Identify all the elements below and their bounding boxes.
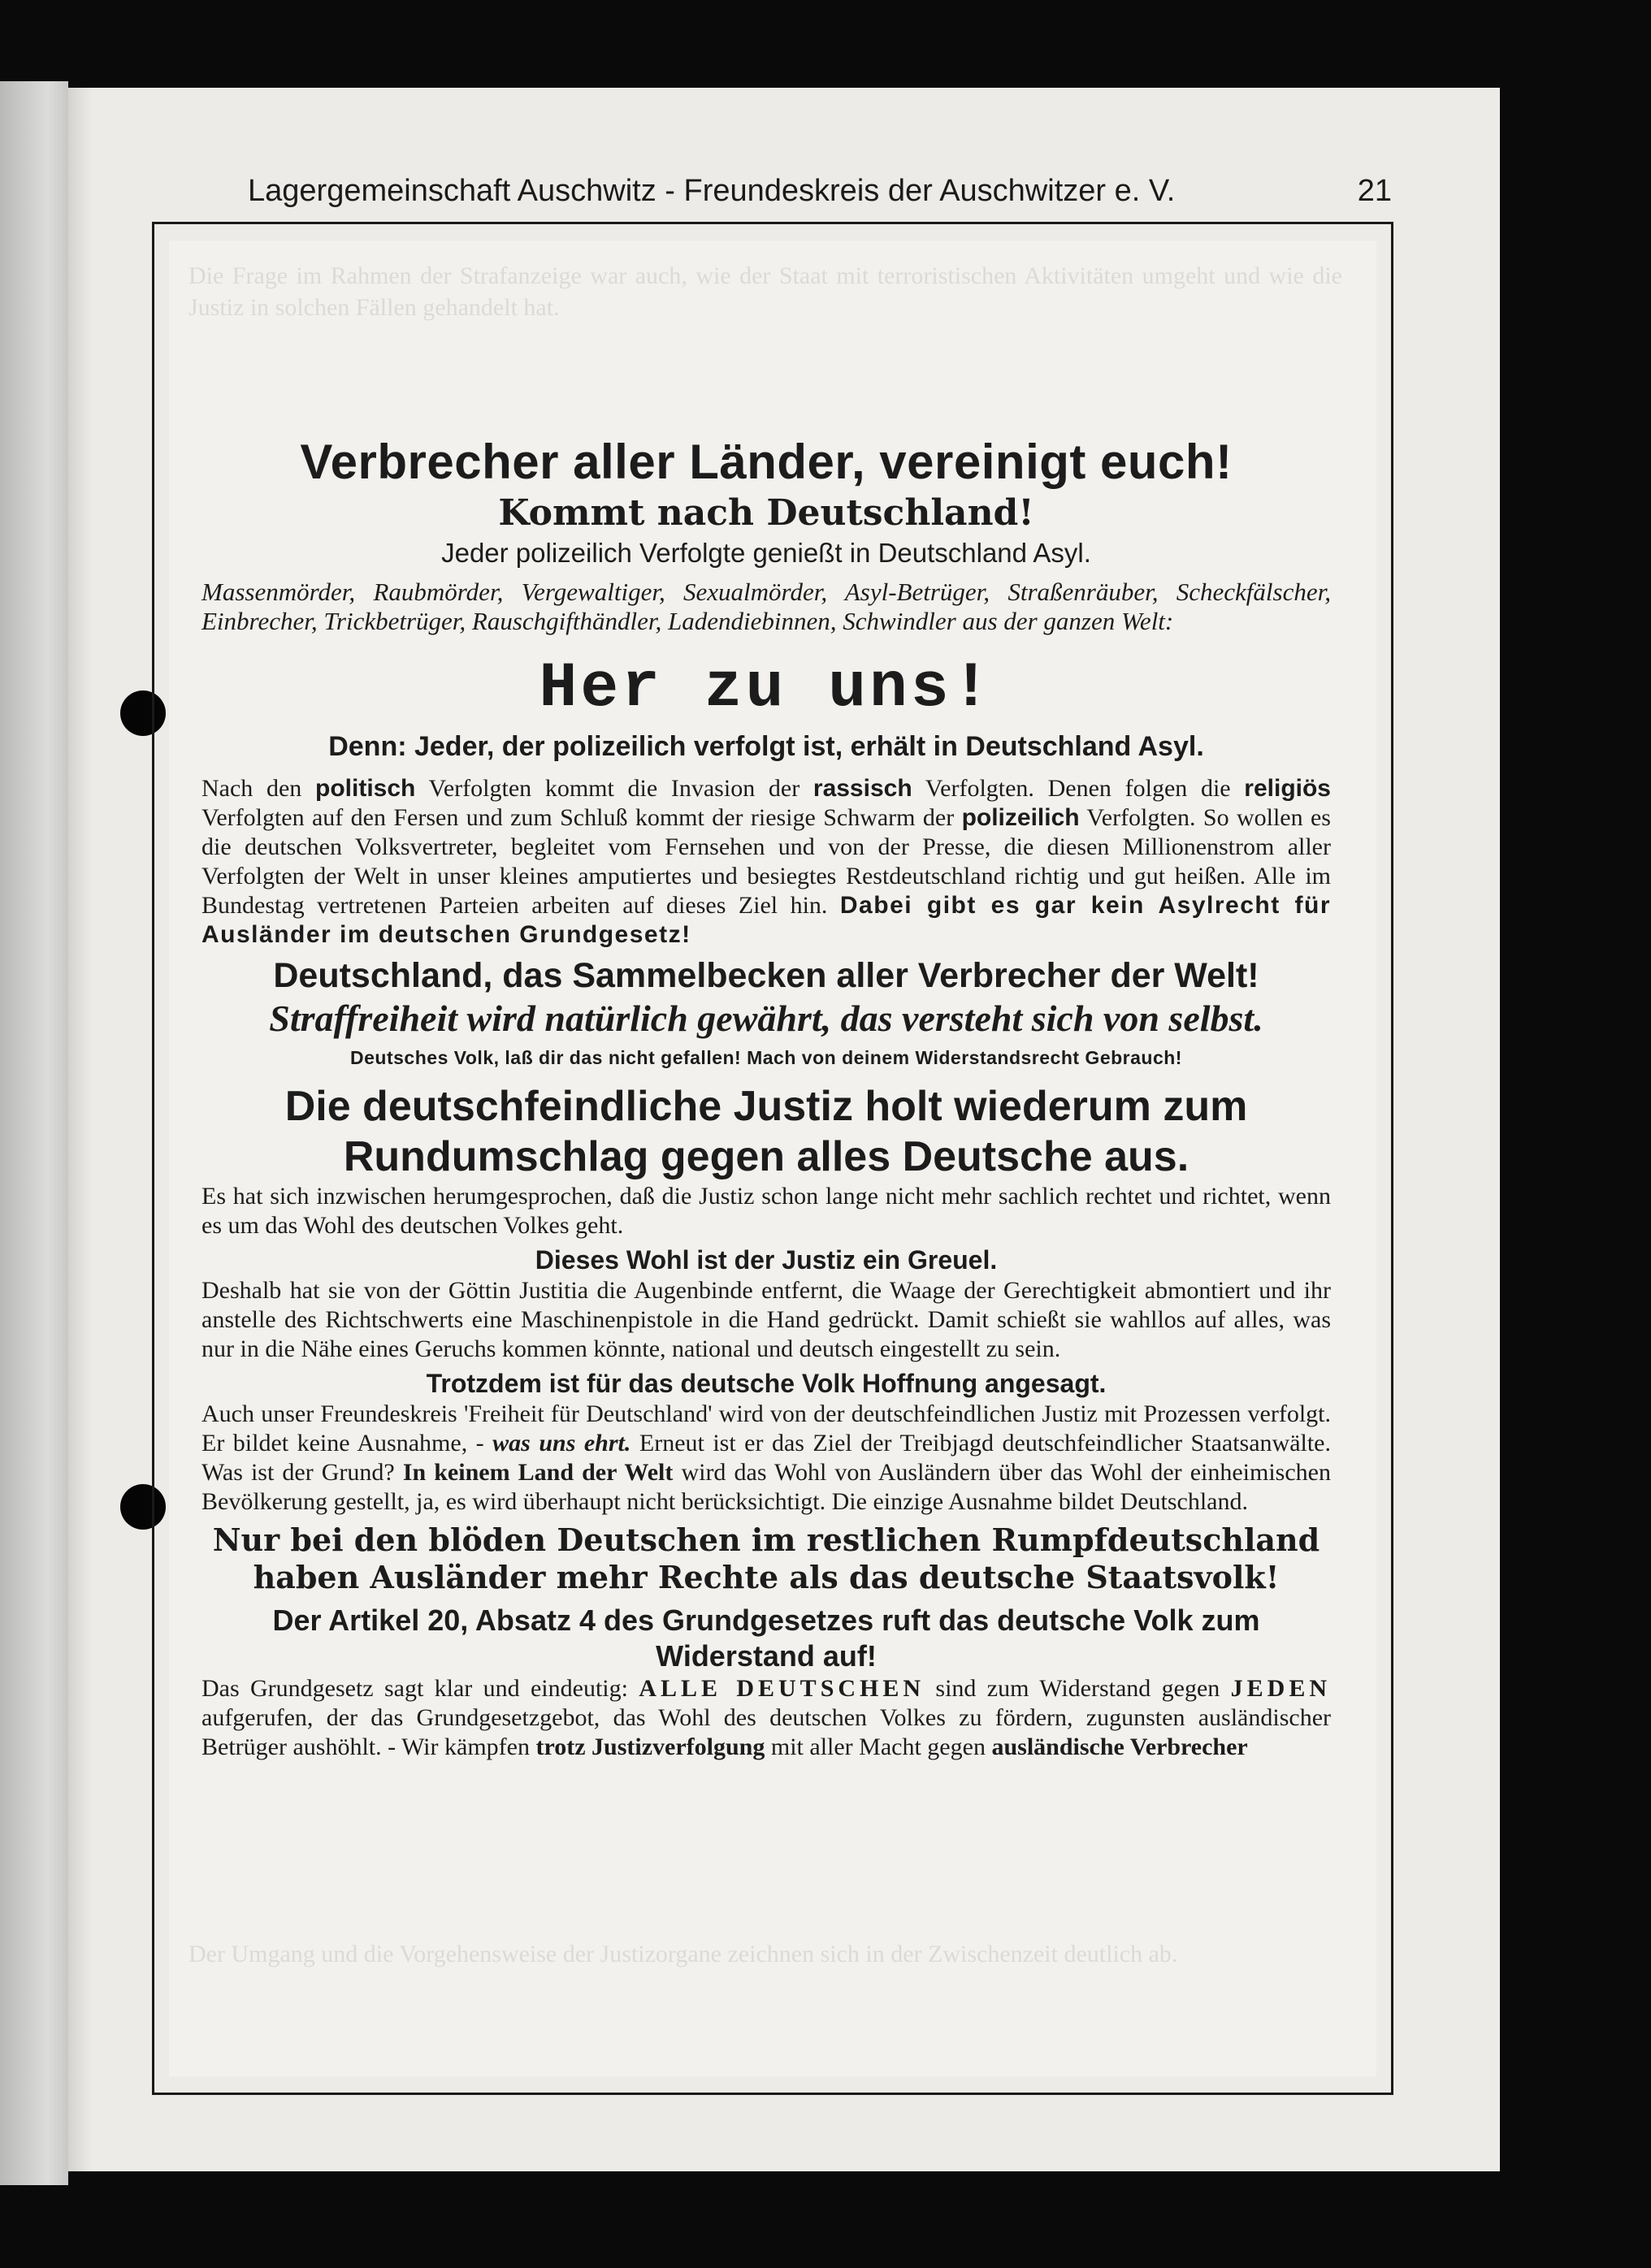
greuel-heading: Dieses Wohl ist der Justiz ein Greuel. <box>535 1245 998 1275</box>
sammelbecken-heading: Deutschland, das Sammelbecken aller Verbrecher der Welt! <box>273 956 1259 995</box>
leaflet-content <box>202 433 1331 1762</box>
text-run: Auch unser Freundeskreis 'Freiheit für Deutschland' wird von der deutschfeindlichen Justiz mit Prozessen verfolgt. Er bildet keine Ausnahme, - <box>202 1400 1331 1456</box>
scanner-page-edge <box>0 81 68 2185</box>
bold-run: trotz Justizverfolgung <box>535 1733 765 1760</box>
her-zu-uns: Her zu uns! <box>539 653 994 725</box>
widerstand-callout: Deutsches Volk, laß dir das nicht gefallen! Mach von deinem Widerstandsrecht Gebrauch! <box>350 1047 1182 1068</box>
headline: Verbrecher aller Länder, vereinigt euch! <box>300 435 1233 489</box>
bold-run: religiös <box>1244 775 1331 802</box>
spaced-run: ALLE DEUTSCHEN <box>639 1675 925 1702</box>
text-run: aufgerufen, der das Grundgesetzgebot, das Wohl des deutschen Volkes zu fördern, zugunsten ausländischer Betrüger aushöhlt. - Wir kämpfen <box>202 1704 1331 1760</box>
bold-run: politisch <box>315 775 416 802</box>
asylum-line: Jeder polizeilich Verfolgte genießt in Deutschland Asyl. <box>441 538 1091 568</box>
paragraph-invasion <box>202 774 1331 950</box>
hoffnung-heading: Trotzdem ist für das deutsche Volk Hoffnung angesagt. <box>426 1369 1107 1398</box>
leaflet-inner <box>169 240 1376 2076</box>
bold-run: ausländische Verbrecher <box>991 1733 1248 1760</box>
bold-run: polizeilich <box>961 804 1080 831</box>
paragraph-justiz: Es hat sich inzwischen herumgesprochen, daß die Justiz schon lange nicht mehr sachlich rechtet und richtet, wenn es um das Wohl des deutschen Volkes geht. <box>202 1183 1331 1239</box>
paragraph-freundeskreis <box>202 1400 1331 1517</box>
text-run: Verfolgten. Denen folgen die <box>912 775 1245 802</box>
text-run: mit aller Macht gegen <box>765 1733 992 1760</box>
text-run: Verfolgten auf den Fersen und zum Schluß kommt der riesige Schwarm der <box>202 804 962 831</box>
text-run: Erneut ist er das Ziel der Treibjagd deutschfeindlicher Staatsanwälte. Was ist der Grund? <box>202 1430 1331 1486</box>
page-number: 21 <box>1357 174 1392 208</box>
italic-run: was uns ehrt. <box>492 1430 631 1456</box>
leaflet-frame <box>152 222 1393 2095</box>
bold-run: In keinem Land der Welt <box>402 1459 674 1486</box>
subheadline: Kommt nach Deutschland! <box>498 492 1034 534</box>
spaced-run: JEDEN <box>1230 1675 1331 1702</box>
bold-run: Dabei gibt es gar kein Asylrecht für Ausländer im deutschen Grundgesetz! <box>202 892 1331 948</box>
running-header <box>179 171 1398 219</box>
artikel-heading: Der Artikel 20, Absatz 4 des Grundgesetzes ruft das deutsche Volk zum Widerstand auf! <box>272 1604 1260 1673</box>
justiz-headline: Die deutschfeindliche Justiz holt wiederum zum Rundumschlag gegen alles Deutsche aus. <box>284 1083 1248 1180</box>
bleed-through-text-top: Die Frage im Rahmen der Strafanzeige war auch, wie der Staat mit terroristischen Aktivitäten umgeht und wie die Justiz in solchen Fällen gehandelt hat. <box>188 262 1342 321</box>
text-run: Verfolgten. So wollen es die deutschen Volksvertreter, begleitet vom Fernsehen und von der Presse, die diesen Millionenstrom aller Verfolgten der Welt in unser kleines amputiertes und besiegtes Restdeutschland richtig und gut heißen. Alle im Bundestag vertretenen Parteien arbeiten auf dieses Ziel hin. <box>202 804 1331 919</box>
paragraph-justitia: Deshalb hat sie von der Göttin Justitia die Augenbinde entfernt, die Waage der Gerechtigkeit abmontiert und ihr anstelle des Richtschwerts eine Maschinenpistole in die Hand gedrückt. Damit schießt sie wahllos auf alles, was nur in die Nähe eines Geruchs kommen könnte, national und deutsch eingestellt zu sein. <box>202 1277 1331 1362</box>
straffreiheit-heading: Straffreiheit wird natürlich gewährt, das versteht sich von selbst. <box>269 998 1263 1039</box>
bloeden-heading: Nur bei den blöden Deutschen im restlichen Rumpfdeutschland haben Ausländer mehr Rechte als das deutsche Staatsvolk! <box>212 1521 1320 1595</box>
bold-run: rassisch <box>812 775 912 802</box>
denn-line: Denn: Jeder, der polizeilich verfolgt ist, erhält in Deutschland Asyl. <box>328 731 1204 762</box>
crimes-list: Massenmörder, Raubmörder, Vergewaltiger, Sexualmörder, Asyl-Betrüger, Straßenräuber, Scheckfälscher, Einbrecher, Trickbetrüger, Rauschgifthändler, Ladendiebinnen, Schwindler aus der ganzen Welt: <box>202 578 1331 635</box>
text-run: wird das Wohl von Ausländern über das Wohl der einheimischen Bevölkerung gestellt, ja, es wird überhaupt nicht berücksichtigt. Die einzige Ausnahme bildet Deutschland. <box>202 1459 1331 1515</box>
paragraph-grundgesetz <box>202 1674 1331 1762</box>
bleed-through-text-bottom: Der Umgang und die Vorgehensweise der Justizorgane zeichnen sich in der Zwischenzeit deutlich ab. <box>188 1941 1178 1967</box>
text-run: sind zum Widerstand gegen <box>925 1675 1231 1702</box>
header-title: Lagergemeinschaft Auschwitz - Freundeskreis der Auschwitzer e. V. <box>248 174 1176 208</box>
text-run: Das Grundgesetz sagt klar und eindeutig: <box>202 1675 639 1702</box>
text-run: Nach den <box>202 775 316 802</box>
text-run: Verfolgten kommt die Invasion der <box>415 775 813 802</box>
